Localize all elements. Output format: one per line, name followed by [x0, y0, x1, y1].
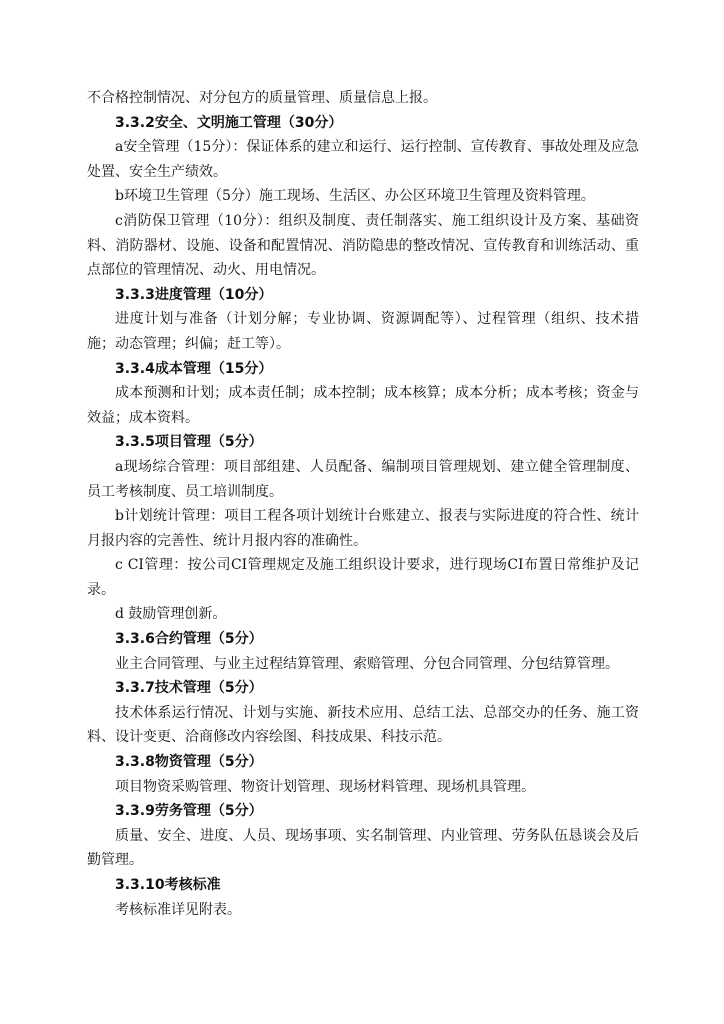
heading-cost-management: 3.3.4成本管理（15分） — [115, 360, 273, 377]
heading-materials-management: 3.3.8物资管理（5分） — [115, 754, 263, 771]
paragraph-materials-management: 项目物资采购管理、物资计划管理、现场材料管理、现场机具管理。 — [115, 778, 535, 795]
heading-technical-management: 3.3.7技术管理（5分） — [115, 680, 263, 697]
paragraph-safety-management: a安全管理（15分）：保证体系的建立和运行、运行控制、宣传教育、事故处理及应急处置、安全生产绩效。 — [87, 139, 639, 180]
heading-assessment-standards: 3.3.10考核标准 — [115, 877, 221, 893]
heading-project-management: 3.3.5项目管理（5分） — [115, 434, 263, 451]
paragraph-contract-management: 业主合同管理、与业主过程结算管理、索赔管理、分包合同管理、分包结算管理。 — [115, 655, 619, 672]
paragraph-quality-continued: 不合格控制情况、对分包方的质量管理、质量信息上报。 — [87, 90, 437, 106]
paragraph-site-management: a现场综合管理：项目部组建、人员配备、编制项目管理规划、建立健全管理制度、员工考核制度、员工培训制度。 — [87, 458, 639, 500]
paragraph-fire-security: c消防保卫管理（10分）：组织及制度、责任制落实、施工组织设计及方案、基础资料、消防器材、设施、设备和配置情况、消防隐患的整改情况、宣传教育和训练活动、重点部位的管理情况、动火、用电情况。 — [87, 212, 639, 279]
document-body — [87, 86, 639, 922]
paragraph-environmental-hygiene: b环境卫生管理（5分）施工现场、生活区、办公区环境卫生管理及资料管理。 — [115, 188, 595, 205]
paragraph-labor-management: 质量、安全、进度、人员、现场事项、实名制管理、内业管理、劳务队伍恳谈会及后勤管理。 — [87, 827, 639, 869]
paragraph-technical-management: 技术体系运行情况、计划与实施、新技术应用、总结工法、总部交办的任务、施工资料、设计变更、洽商修改内容绘图、科技成果、科技示范。 — [87, 704, 639, 746]
paragraph-ci-management: c CI管理：按公司CI管理规定及施工组织设计要求，进行现场CI布置日常维护及记录。 — [87, 557, 639, 598]
paragraph-planning-statistics: b计划统计管理：项目工程各项计划统计台账建立、报表与实际进度的符合性、统计月报内容的完善性、统计月报内容的准确性。 — [87, 508, 639, 549]
paragraph-innovation: d 鼓励管理创新。 — [115, 606, 227, 623]
heading-labor-management: 3.3.9劳务管理（5分） — [115, 803, 263, 820]
paragraph-schedule-management: 进度计划与准备（计划分解；专业协调、资源调配等）、过程管理（组织、技术措施；动态管理；纠偏；赶工等）。 — [87, 311, 639, 352]
heading-contract-management: 3.3.6合约管理（5分） — [115, 631, 263, 648]
heading-safety-civilized-construction: 3.3.2安全、文明施工管理（30分） — [115, 114, 343, 131]
heading-schedule-management: 3.3.3进度管理（10分） — [115, 286, 273, 303]
paragraph-assessment-standards: 考核标准详见附表。 — [115, 901, 241, 918]
paragraph-cost-management: 成本预测和计划；成本责任制；成本控制；成本核算；成本分析；成本考核；资金与效益；成本资料。 — [87, 385, 639, 426]
